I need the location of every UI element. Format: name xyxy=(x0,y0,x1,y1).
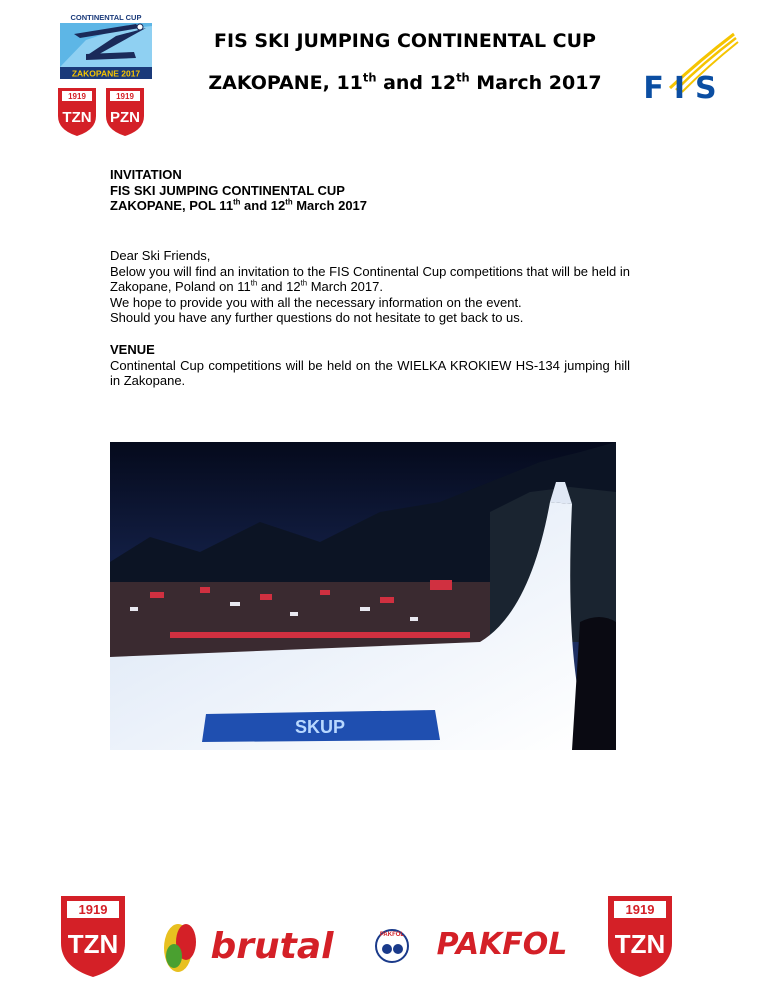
logo-bottom-text: ZAKOPANE 2017 xyxy=(71,68,141,79)
pakfol-text: PAKFOL xyxy=(436,927,568,962)
logo-top-text: CONTINENTAL CUP xyxy=(70,13,142,22)
fis-logo xyxy=(630,30,740,110)
brutal-text: brutal xyxy=(210,926,334,967)
header-title-line2: ZAKOPANE, 11th and 12th March 2017 xyxy=(208,70,602,94)
fis-logo-text: FIS xyxy=(643,71,727,106)
letter-paragraph-2: We hope to provide you with all the necessary information on the event. xyxy=(110,294,522,310)
svg-text:TZN: TZN xyxy=(62,109,92,126)
header-title-line1: FIS SKI JUMPING CONTINENTAL CUP xyxy=(214,30,596,52)
letter-paragraph-1: Below you will find an invitation to the FIS Continental Cup competitions that will be held in Zakopane, Poland on 11th and 12th March 2017. xyxy=(110,263,630,294)
letter-body xyxy=(110,248,630,326)
pzn-badge-header xyxy=(104,86,146,138)
pakfol-logo xyxy=(372,922,587,970)
svg-text:PAKFOL: PAKFOL xyxy=(379,932,405,938)
tzn-badge-footer-left xyxy=(58,893,128,979)
photo-banner-text: SKUP xyxy=(294,717,346,737)
continental-cup-logo xyxy=(56,12,156,82)
svg-text:1919: 1919 xyxy=(78,902,108,917)
tzn-badge-footer-right xyxy=(605,893,675,979)
letter-greeting: Dear Ski Friends, xyxy=(110,248,211,263)
svg-text:1919: 1919 xyxy=(68,92,86,101)
invitation-line1: INVITATION xyxy=(110,167,182,182)
invitation-line3: ZAKOPANE, POL 11th and 12th March 2017 xyxy=(110,197,368,213)
svg-text:PZN: PZN xyxy=(110,109,140,126)
tzn-badge-header xyxy=(56,86,98,138)
venue-text: Continental Cup competitions will be held on the WIELKA KROKIEW HS-134 jumping hill in Zakopane. xyxy=(110,357,630,388)
brutal-logo xyxy=(160,912,360,978)
invitation-line2: FIS SKI JUMPING CONTINENTAL CUP xyxy=(110,182,345,198)
svg-text:1919: 1919 xyxy=(625,902,655,917)
ski-jump-photo xyxy=(110,442,616,750)
letter-paragraph-3: Should you have any further questions do not hesitate to get back to us. xyxy=(110,310,524,325)
venue-section xyxy=(110,342,630,389)
svg-text:TZN: TZN xyxy=(67,929,119,959)
svg-text:TZN: TZN xyxy=(614,929,666,959)
svg-text:1919: 1919 xyxy=(116,92,134,101)
invitation-block xyxy=(110,167,630,214)
venue-heading: VENUE xyxy=(110,342,155,357)
